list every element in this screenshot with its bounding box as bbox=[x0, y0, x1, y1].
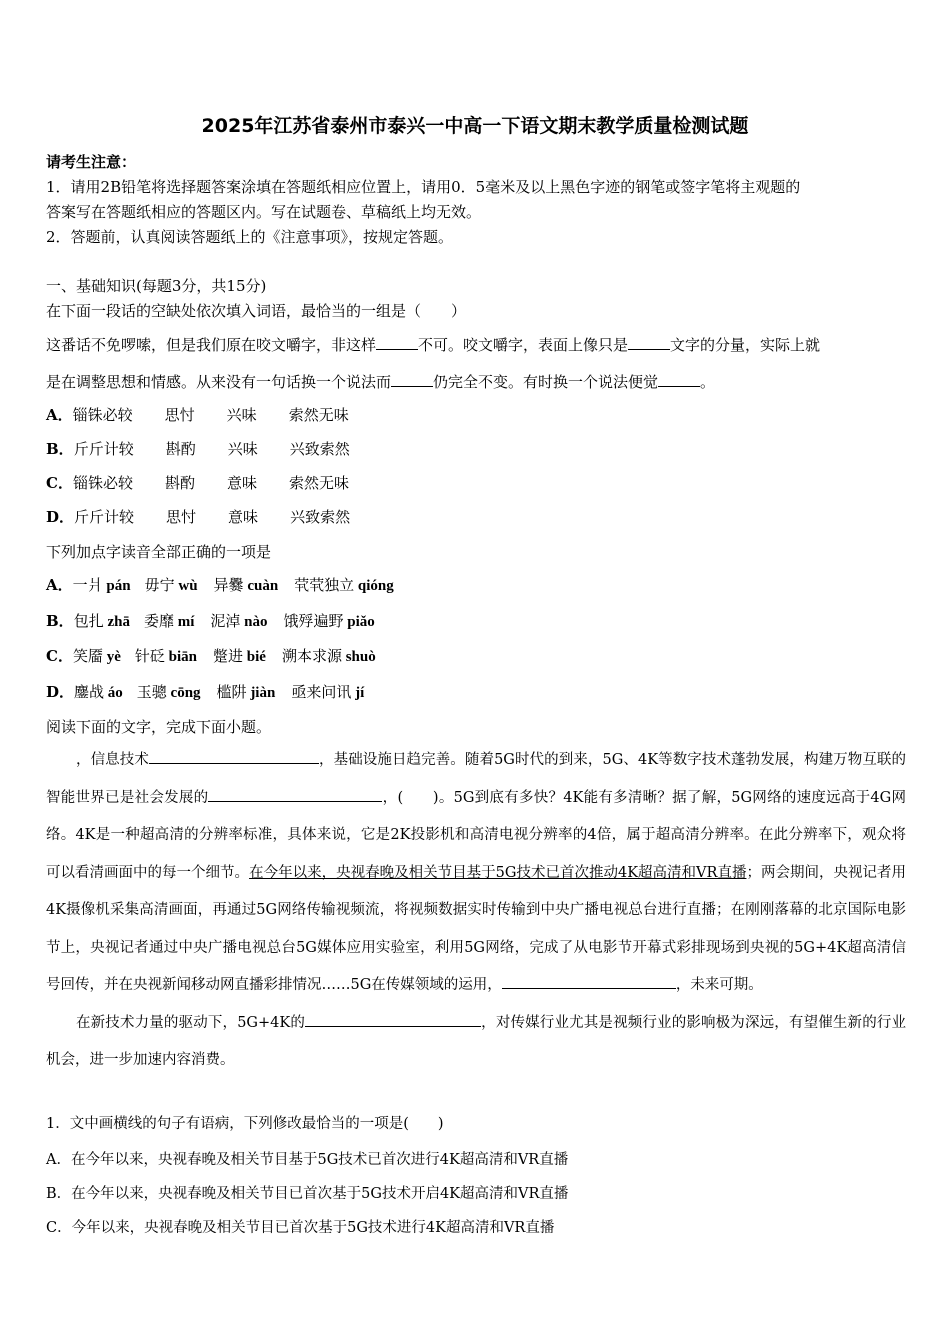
q1-option-a bbox=[46, 405, 349, 425]
q1-passage-text: 这番话不免啰嗦，但是我们原在咬文嚼字，非这样 bbox=[46, 336, 377, 354]
pinyin: jiàn bbox=[246, 685, 276, 701]
option-word: 思忖 bbox=[166, 508, 197, 526]
option-word: 斟酌 bbox=[164, 474, 195, 492]
option-word: 意味 bbox=[226, 474, 257, 492]
option-word: 兴味 bbox=[226, 406, 257, 424]
option-word: 茕茕独立 bbox=[294, 576, 355, 594]
q1-stem: 在下面一段话的空缺处依次填入词语，最恰当的一组是（ ） bbox=[46, 302, 467, 320]
reading-intro: 阅读下面的文字，完成下面小题。 bbox=[46, 718, 272, 736]
underlined-sentence: 在今年以来，央视春晚及相关节目基于5G技术已首次推动4K超高清和VR直播 bbox=[249, 864, 747, 881]
q1-passage-text: 不可。咬文嚼字，表面上像只是 bbox=[418, 336, 629, 354]
option-label: A． bbox=[46, 406, 73, 424]
option-label: D． bbox=[46, 683, 75, 701]
option-word: 鏖战 bbox=[74, 683, 105, 701]
pinyin: mí bbox=[173, 614, 195, 630]
fill-blank bbox=[149, 749, 319, 764]
pinyin: áo bbox=[104, 685, 123, 701]
q1-passage-text: 。 bbox=[700, 373, 716, 391]
q2-option-a bbox=[46, 575, 394, 596]
option-label: B． bbox=[46, 440, 74, 458]
option-label: A． bbox=[46, 576, 73, 594]
option-label: D． bbox=[46, 508, 75, 526]
passage-text: ，未来可期。 bbox=[675, 977, 763, 993]
section-heading: 一、基础知识(每题3分，共15分) bbox=[46, 277, 267, 295]
q3-option-b: B．在今年以来，央视春晚及相关节目已首次基于5G技术开启4K超高清和VR直播 bbox=[46, 1186, 569, 1202]
notice-item-1-cont: 答案写在答题纸相应的答题区内。写在试题卷、草稿纸上均无效。 bbox=[46, 203, 482, 221]
fill-blank-3 bbox=[391, 372, 433, 387]
pinyin: wù bbox=[174, 578, 198, 594]
pinyin: bié bbox=[243, 649, 266, 665]
option-word: 针砭 bbox=[134, 647, 165, 665]
option-word: 玉骢 bbox=[136, 683, 167, 701]
option-word: 斤斤计较 bbox=[74, 508, 135, 526]
option-word: 思忖 bbox=[164, 406, 195, 424]
option-label: C． bbox=[46, 647, 73, 665]
q2-option-c bbox=[46, 646, 376, 667]
option-word: 毋宁 bbox=[144, 576, 175, 594]
option-word: 槛阱 bbox=[216, 683, 247, 701]
option-word: 索然无味 bbox=[288, 406, 349, 424]
option-word: 意味 bbox=[228, 508, 259, 526]
passage-text: ，对传媒行业尤其是视频行业的影响极为深远，有望催生新的行业机会，进一步加速内容消费。 bbox=[46, 1014, 907, 1068]
pinyin: qióng bbox=[354, 578, 394, 594]
pinyin: nào bbox=[240, 614, 268, 630]
fill-blank bbox=[208, 787, 382, 802]
pinyin: piǎo bbox=[343, 614, 375, 630]
q2-option-d bbox=[46, 682, 364, 703]
q1-option-c bbox=[46, 473, 349, 493]
option-word: 一爿 bbox=[72, 576, 103, 594]
option-word: 包扎 bbox=[73, 612, 104, 630]
option-label: C． bbox=[46, 474, 73, 492]
notice-item-2: 2．答题前，认真阅读答题纸上的《注意事项》，按规定答题。 bbox=[46, 228, 454, 246]
pinyin: shuò bbox=[341, 649, 376, 665]
fill-blank-4 bbox=[658, 372, 700, 387]
pinyin: yè bbox=[102, 649, 121, 665]
option-word: 兴味 bbox=[227, 440, 258, 458]
option-word: 锱铢必较 bbox=[72, 474, 133, 492]
q1-passage-line-2 bbox=[46, 372, 715, 392]
passage-text: ；两会期间，央视记者用4K摄像机采集高清画面，再通过5G网络传输视频流，将视频数据实时传输到中央广播电视总台进行直播；在刚刚落幕的北京国际电影节上，央视记者通过中央广播电视总台5G媒体应用实验室，利用5G网络，完成了从电影节开幕式彩排现场到央视的5G+4K超高清信号回传，并在央视新闻移动网直播彩排情况……5G在传媒领域的运用， bbox=[46, 864, 906, 993]
passage-text: ，信息技术 bbox=[76, 752, 149, 768]
q1-passage-line-1 bbox=[46, 335, 820, 355]
q2-stem: 下列加点字读音全部正确的一项是 bbox=[46, 543, 272, 561]
q1-passage-text: 仍完全不变。有时换一个说法便觉 bbox=[433, 373, 659, 391]
q2-option-b bbox=[46, 611, 375, 632]
q1-passage-text: 文字的分量，实际上就 bbox=[670, 336, 821, 354]
option-word: 笑靥 bbox=[72, 647, 103, 665]
option-word: 索然无味 bbox=[289, 474, 350, 492]
option-word: 异爨 bbox=[213, 576, 244, 594]
fill-blank-2 bbox=[628, 335, 670, 350]
option-word: 斟酌 bbox=[165, 440, 196, 458]
option-word: 亟来问讯 bbox=[291, 683, 352, 701]
reading-passage bbox=[46, 742, 906, 1080]
option-word: 溯本求源 bbox=[281, 647, 342, 665]
pinyin: jí bbox=[351, 685, 365, 701]
fill-blank bbox=[305, 1012, 481, 1027]
pinyin: zhā bbox=[103, 614, 130, 630]
option-word: 蹩进 bbox=[213, 647, 244, 665]
option-word: 泥淖 bbox=[210, 612, 241, 630]
pinyin: pán bbox=[102, 578, 131, 594]
notice-item-1: 1．请用2B铅笔将选择题答案涂填在答题纸相应位置上，请用0．5毫米及以上黑色字迹的钢笔或签字笔将主观题的 bbox=[46, 178, 801, 196]
q3-option-a: A．在今年以来，央视春晚及相关节目基于5G技术已首次进行4K超高清和VR直播 bbox=[46, 1152, 569, 1168]
option-label: B． bbox=[46, 612, 74, 630]
fill-blank-1 bbox=[376, 335, 418, 350]
notice-heading: 请考生注意： bbox=[46, 153, 137, 171]
pinyin: cōng bbox=[166, 685, 201, 701]
passage-text: ，基础设施日趋完善。随着5G时代的到来，5G、4K等数字技术蓬勃发展，构建万物互联的智能世界已是社会发展的 bbox=[46, 752, 907, 806]
pinyin: cuàn bbox=[243, 578, 279, 594]
q1-option-d bbox=[46, 507, 350, 527]
q3-option-c: C．今年以来，央视春晚及相关节目已首次基于5G技术进行4K超高清和VR直播 bbox=[46, 1220, 555, 1236]
option-word: 委靡 bbox=[143, 612, 174, 630]
reading-paragraph-2 bbox=[46, 1005, 906, 1080]
reading-paragraph-1 bbox=[46, 742, 906, 1005]
fill-blank bbox=[502, 974, 676, 989]
q1-passage-text: 是在调整思想和情感。从来没有一句话换一个说法而 bbox=[46, 373, 392, 391]
option-word: 锱铢必较 bbox=[72, 406, 133, 424]
q1-option-b bbox=[46, 439, 350, 459]
option-word: 饿殍遍野 bbox=[283, 612, 344, 630]
pinyin: biān bbox=[164, 649, 198, 665]
option-word: 兴致索然 bbox=[289, 440, 350, 458]
option-word: 斤斤计较 bbox=[73, 440, 134, 458]
q3-stem: 1．文中画横线的句子有语病，下列修改最恰当的一项是( ) bbox=[46, 1116, 444, 1132]
page-title: 2025年江苏省泰州市泰兴一中高一下语文期末教学质量检测试题 bbox=[201, 115, 749, 137]
passage-text: 在新技术力量的驱动下，5G+4K的 bbox=[76, 1014, 306, 1031]
passage-text: ，( )。5G到底有多快？4K能有多清晰？据了解，5G网络的速度远高于4G网络。4K是一种超高清的分辨率标准，具体来说，它是2K投影机和高清电视分辨率的4倍，属于超高清分辨率。在此分辨率下，观众将可以看清画面中的每一个细节。 bbox=[46, 789, 907, 881]
option-word: 兴致索然 bbox=[290, 508, 351, 526]
